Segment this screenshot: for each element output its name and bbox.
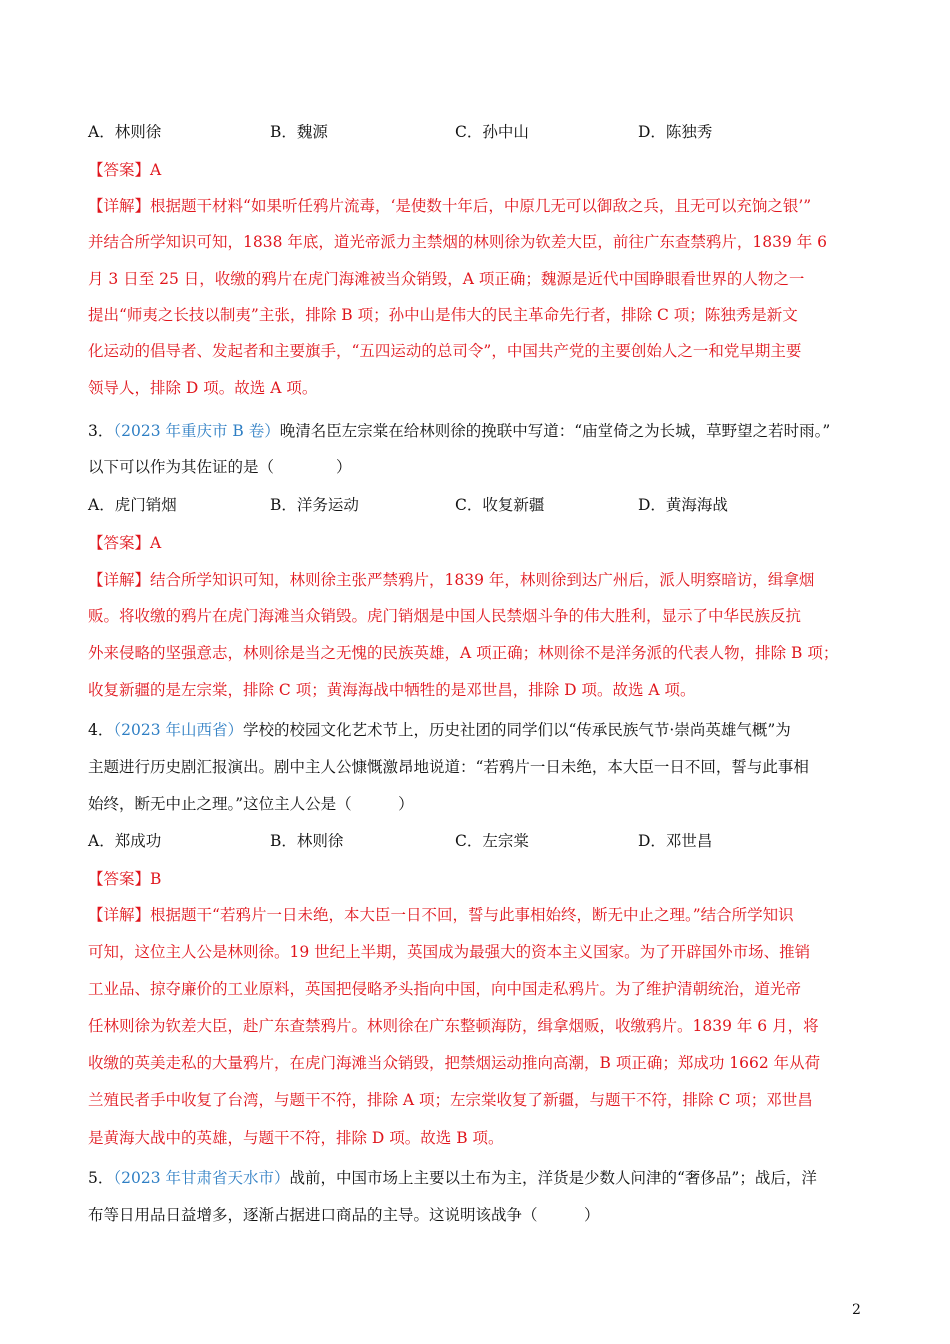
q4-detail-line bbox=[88, 905, 868, 925]
q4-stem-line2: 主题进行历史剧汇报演出。剧中主人公慷慨激昂地说道：“若鸦片一日未绝，本大臣一日不回，誓与此事相 bbox=[88, 758, 809, 776]
q5-source: （2023 年甘肃省天水市） bbox=[113, 1169, 290, 1187]
q3-source: （2023 年重庆市 B 卷） bbox=[113, 422, 280, 440]
q4-detail-line: 任林则徐为钦差大臣，赴广东查禁鸦片。林则徐在广东整顿海防，缉拿烟贩，收缴鸦片。1839 年 6 月，将 bbox=[88, 1017, 819, 1035]
q3-option-a: A．虎门销烟 bbox=[88, 496, 177, 514]
q3-number: 3． bbox=[88, 422, 114, 440]
q2-option-a: A．林则徐 bbox=[88, 123, 162, 141]
q4-detail-line: 收缴的英美走私的大量鸦片，在虎门海滩当众销毁，把禁烟运动推向高潮，B 项正确；郑成功 1662 年从荷 bbox=[88, 1054, 821, 1072]
q4-stem-text: 学校的校园文化艺术节上，历史社团的同学们以“传承民族气节·崇尚英雄气概”为 bbox=[243, 721, 791, 739]
q4-source: （2023 年山西省） bbox=[113, 721, 243, 739]
q4-detail-line: 工业品、掠夺廉价的工业原料，英国把侵略矛头指向中国，向中国走私鸦片。为了维护清朝统治，道光帝 bbox=[88, 980, 802, 998]
q3-stem-text: 晚清名臣左宗棠在给林则徐的挽联中写道：“庙堂倚之为长城，草野望之若时雨。” bbox=[279, 422, 831, 440]
q4-number: 4． bbox=[88, 721, 114, 739]
q3-stem bbox=[88, 421, 868, 441]
page-number: 2 bbox=[852, 1302, 861, 1318]
q4-option-a: A．郑成功 bbox=[88, 832, 162, 850]
q2-detail-line: 提出“师夷之长技以制夷”主张，排除 B 项；孙中山是伟大的民主革命先行者，排除 C 项；陈独秀是新文 bbox=[88, 306, 798, 324]
q3-answer: 【答案】A bbox=[88, 534, 162, 552]
q4-detail-line: 可知，这位主人公是林则徐。19 世纪上半期，英国成为最强大的资本主义国家。为了开辟国外市场、推销 bbox=[88, 943, 811, 961]
q4-detail-label: 【详解】 bbox=[88, 906, 151, 924]
q3-detail-line: 外来侵略的坚强意志，林则徐是当之无愧的民族英雄，A 项正确；林则徐不是洋务派的代表人物，排除 B 项； bbox=[88, 644, 839, 662]
q2-option-b: B．魏源 bbox=[270, 123, 328, 141]
q3-stem-line2: 以下可以作为其佐证的是（ ） bbox=[88, 458, 352, 476]
q5-number: 5． bbox=[88, 1169, 114, 1187]
q4-option-b: B．林则徐 bbox=[270, 832, 344, 850]
q4-detail-line: 兰殖民者手中收复了台湾，与题干不符，排除 A 项；左宗棠收复了新疆，与题干不符，排除 C 项；邓世昌 bbox=[88, 1091, 813, 1109]
q4-stem bbox=[88, 720, 868, 740]
q3-detail-text: 结合所学知识可知，林则徐主张严禁鸦片，1839 年，林则徐到达广州后，派人明察暗访，缉拿烟 bbox=[150, 571, 815, 589]
q2-detail-label: 【详解】 bbox=[88, 197, 151, 215]
q4-option-c: C．左宗棠 bbox=[455, 832, 529, 850]
q4-stem-line3: 始终，断无中止之理。”这位主人公是（ ） bbox=[88, 795, 414, 813]
q2-option-c: C．孙中山 bbox=[455, 123, 529, 141]
q3-detail-line: 收复新疆的是左宗棠，排除 C 项；黄海海战中牺牲的是邓世昌，排除 D 项。故选 A 项。 bbox=[88, 681, 696, 699]
q3-detail-line bbox=[88, 570, 868, 590]
q5-stem bbox=[88, 1168, 868, 1188]
q3-option-d: D．黄海海战 bbox=[638, 496, 728, 514]
q4-detail-line: 是黄海大战中的英雄，与题干不符，排除 D 项。故选 B 项。 bbox=[88, 1129, 504, 1147]
q3-detail-label: 【详解】 bbox=[88, 571, 151, 589]
q2-detail-line: 领导人，排除 D 项。故选 A 项。 bbox=[88, 379, 318, 397]
q2-detail-line: 月 3 日至 25 日，收缴的鸦片在虎门海滩被当众销毁，A 项正确；魏源是近代中国睁眼看世界的人物之一 bbox=[88, 270, 805, 288]
q4-detail-text: 根据题干“若鸦片一日未绝，本大臣一日不回，誓与此事相始终，断无中止之理。”结合所学知识 bbox=[150, 906, 794, 924]
q5-stem-text: 战前，中国市场上主要以土布为主，洋货是少数人问津的“奢侈品”；战后，洋 bbox=[289, 1169, 817, 1187]
q4-answer: 【答案】B bbox=[88, 870, 162, 888]
q3-detail-line: 贩。将收缴的鸦片在虎门海滩当众销毁。虎门销烟是中国人民禁烟斗争的伟大胜利，显示了中华民族反抗 bbox=[88, 607, 802, 625]
q2-detail-line: 化运动的倡导者、发起者和主要旗手，“五四运动的总司令”，中国共产党的主要创始人之一和党早期主要 bbox=[88, 342, 802, 360]
q5-stem-line2: 布等日用品日益增多，逐渐占据进口商品的主导。这说明该战争（ ） bbox=[88, 1206, 600, 1224]
q3-option-c: C．收复新疆 bbox=[455, 496, 545, 514]
q2-detail-line bbox=[88, 196, 868, 216]
q2-detail-line: 并结合所学知识可知，1838 年底，道光帝派力主禁烟的林则徐为钦差大臣，前往广东查禁鸦片，1839 年 6 bbox=[88, 233, 828, 251]
q2-option-d: D．陈独秀 bbox=[638, 123, 713, 141]
q4-option-d: D．邓世昌 bbox=[638, 832, 713, 850]
q2-answer: 【答案】A bbox=[88, 161, 162, 179]
q3-option-b: B．洋务运动 bbox=[270, 496, 359, 514]
q2-detail-text: 根据题干材料“如果听任鸦片流毒，‘是使数十年后，中原几无可以御敌之兵，且无可以充饷之银’” bbox=[150, 197, 812, 215]
